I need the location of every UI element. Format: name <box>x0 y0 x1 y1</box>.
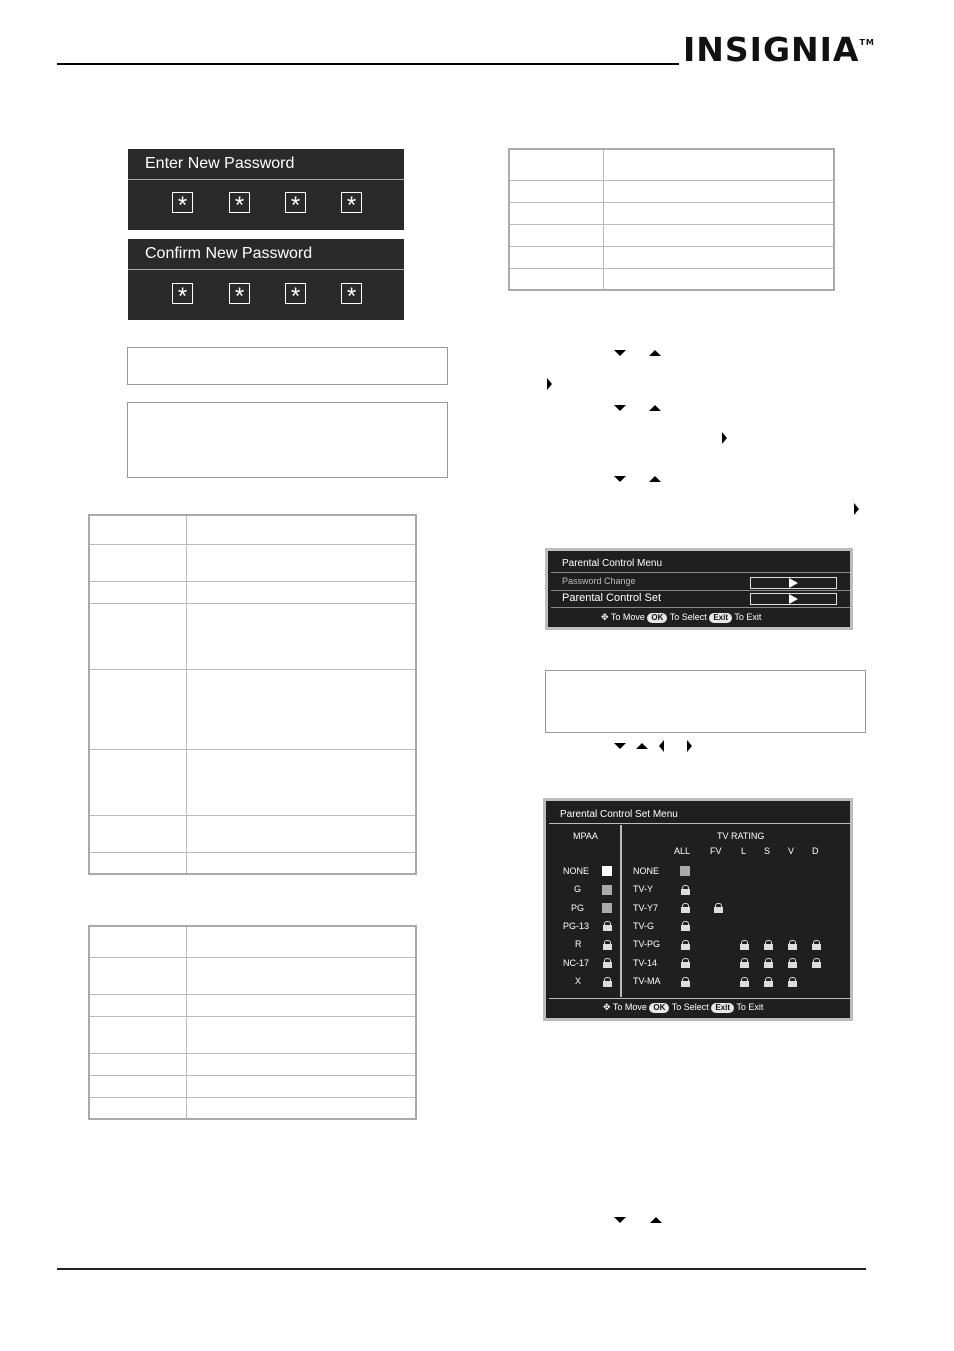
exit-key: Exit <box>709 613 732 623</box>
table-cell <box>604 224 835 246</box>
password-digit-3: * <box>285 192 306 213</box>
table-cell <box>89 815 187 852</box>
table-cell <box>187 581 417 603</box>
table-cell <box>89 515 187 544</box>
table-cell <box>187 1016 417 1053</box>
parental-menu-title: Parental Control Menu <box>562 558 663 569</box>
password-change-arrow[interactable] <box>750 577 837 589</box>
col-l: L <box>741 846 747 856</box>
table-cell <box>89 1016 187 1053</box>
down-arrow-icon <box>614 476 626 482</box>
insignia-logo: INSIGNIA™ <box>683 30 875 69</box>
table-cell <box>89 1097 187 1119</box>
menu-item-password-change[interactable]: Password Change <box>562 576 636 586</box>
table-cell <box>604 246 835 268</box>
note-box <box>127 347 448 385</box>
col-s: S <box>764 846 771 856</box>
tv-pg[interactable]: TV-PG <box>633 939 661 949</box>
lock-icon[interactable] <box>788 977 797 987</box>
mpaa-r[interactable]: R <box>575 939 582 949</box>
unlocked-selected-icon[interactable] <box>602 866 612 876</box>
table-cell <box>187 749 417 815</box>
mpaa-nc17[interactable]: NC-17 <box>563 958 590 968</box>
tv-y7[interactable]: TV-Y7 <box>633 903 659 913</box>
lock-icon[interactable] <box>764 977 773 987</box>
lock-icon[interactable] <box>603 921 612 931</box>
lock-icon[interactable] <box>764 940 773 950</box>
lock-icon[interactable] <box>681 921 690 931</box>
note-box-right <box>545 670 866 733</box>
table-cell <box>509 149 604 180</box>
exit-key: Exit <box>711 1003 734 1013</box>
ok-key: OK <box>647 613 667 623</box>
left-arrow-icon <box>659 740 664 752</box>
divider <box>549 998 850 999</box>
tv-rating-header: TV RATING <box>717 831 765 841</box>
col-all: ALL <box>674 846 691 856</box>
table-cell <box>604 149 835 180</box>
table-cell <box>509 268 604 290</box>
table-cell <box>187 544 417 581</box>
table-cell <box>187 1097 417 1119</box>
table-cell <box>187 669 417 749</box>
table-cell <box>509 180 604 202</box>
content-table <box>508 148 835 291</box>
lock-icon[interactable] <box>812 940 821 950</box>
move-icon: ✥ <box>601 612 609 622</box>
enter-password-dialog <box>128 149 404 230</box>
table-cell <box>89 581 187 603</box>
mpaa-table <box>88 514 417 875</box>
table-cell <box>89 603 187 669</box>
right-arrow-icon <box>547 378 552 390</box>
parental-control-menu <box>545 548 853 630</box>
right-arrow-icon <box>687 740 692 752</box>
divider <box>549 823 850 824</box>
tv-ma[interactable]: TV-MA <box>633 976 661 986</box>
col-fv: FV <box>710 846 722 856</box>
lock-icon[interactable] <box>740 977 749 987</box>
table-cell <box>187 852 417 874</box>
parental-control-set-arrow[interactable] <box>750 593 837 605</box>
mpaa-none[interactable]: NONE <box>563 866 590 876</box>
lock-icon[interactable] <box>740 958 749 968</box>
password-digit-2: * <box>229 192 250 213</box>
parental-control-set-menu <box>543 798 853 1021</box>
mpaa-pg13[interactable]: PG-13 <box>563 921 590 931</box>
tv-none[interactable]: NONE <box>633 866 660 876</box>
down-arrow-icon <box>614 1217 626 1223</box>
tv-g[interactable]: TV-G <box>633 921 655 931</box>
unlocked-icon[interactable] <box>602 885 612 895</box>
header-rule <box>57 63 679 65</box>
table-cell <box>187 926 417 957</box>
lock-icon[interactable] <box>603 977 612 987</box>
right-arrow-icon <box>854 503 859 515</box>
lock-icon[interactable] <box>681 903 690 913</box>
table-cell <box>89 957 187 994</box>
lock-icon[interactable] <box>603 958 612 968</box>
col-d: D <box>812 846 819 856</box>
lock-icon[interactable] <box>764 958 773 968</box>
table-cell <box>187 957 417 994</box>
confirm-digit-1: * <box>172 283 193 304</box>
mpaa-pg[interactable]: PG <box>571 903 585 913</box>
up-arrow-icon <box>650 1217 662 1223</box>
table-cell <box>509 224 604 246</box>
up-arrow-icon <box>649 405 661 411</box>
table-cell <box>89 1075 187 1097</box>
divider <box>551 607 850 608</box>
up-arrow-icon <box>649 350 661 356</box>
lock-icon[interactable] <box>681 977 690 987</box>
footer-rule <box>57 1268 866 1270</box>
table-cell <box>187 1075 417 1097</box>
up-arrow-icon <box>636 743 648 749</box>
lock-icon[interactable] <box>740 940 749 950</box>
confirm-digit-2: * <box>229 283 250 304</box>
confirm-digit-3: * <box>285 283 306 304</box>
confirm-password-digits <box>128 283 404 310</box>
caution-box <box>127 402 448 478</box>
table-cell <box>509 202 604 224</box>
enter-password-title: Enter New Password <box>128 149 404 180</box>
table-cell <box>89 749 187 815</box>
lock-icon[interactable] <box>603 940 612 950</box>
table-cell <box>89 852 187 874</box>
lock-icon[interactable] <box>681 958 690 968</box>
table-cell <box>187 603 417 669</box>
confirm-password-title: Confirm New Password <box>128 239 404 270</box>
lock-icon[interactable] <box>681 885 690 895</box>
password-digit-4: * <box>341 192 362 213</box>
table-cell <box>89 994 187 1016</box>
menu-item-parental-control-set[interactable]: Parental Control Set <box>562 592 662 604</box>
lock-icon[interactable] <box>788 958 797 968</box>
down-arrow-icon <box>614 350 626 356</box>
unlocked-icon[interactable] <box>680 866 690 876</box>
table-cell <box>89 669 187 749</box>
table-cell <box>509 246 604 268</box>
ok-key: OK <box>649 1003 669 1013</box>
unlocked-icon[interactable] <box>602 903 612 913</box>
mpaa-header: MPAA <box>573 831 598 841</box>
set-menu-title: Parental Control Set Menu <box>560 809 678 820</box>
col-v: V <box>788 846 795 856</box>
table-cell <box>187 515 417 544</box>
tv-14[interactable]: TV-14 <box>633 958 658 968</box>
move-icon: ✥ <box>603 1002 611 1012</box>
table-cell <box>89 1053 187 1075</box>
lock-icon[interactable] <box>788 940 797 950</box>
table-cell <box>89 926 187 957</box>
menu-footer: ✥ To Move OK To Select Exit To Exit <box>601 612 762 622</box>
tv-y[interactable]: TV-Y <box>633 884 654 894</box>
lock-icon[interactable] <box>812 958 821 968</box>
table-cell <box>604 268 835 290</box>
right-arrow-icon <box>722 432 727 444</box>
table-cell <box>89 544 187 581</box>
table-cell <box>187 994 417 1016</box>
lock-icon[interactable] <box>714 903 723 913</box>
table-cell <box>604 180 835 202</box>
up-arrow-icon <box>649 476 661 482</box>
mpaa-g[interactable]: G <box>574 884 582 894</box>
mpaa-x[interactable]: X <box>575 976 582 986</box>
password-digit-1: * <box>172 192 193 213</box>
divider <box>551 572 850 573</box>
column-divider <box>620 825 622 997</box>
divider <box>551 590 850 591</box>
table-cell <box>187 815 417 852</box>
tv-rating-table <box>88 925 417 1120</box>
down-arrow-icon <box>614 405 626 411</box>
password-digits <box>128 192 404 219</box>
lock-icon[interactable] <box>681 940 690 950</box>
table-cell <box>187 1053 417 1075</box>
down-arrow-icon <box>614 743 626 749</box>
confirm-digit-4: * <box>341 283 362 304</box>
table-cell <box>604 202 835 224</box>
confirm-password-dialog <box>128 239 404 320</box>
set-menu-footer: ✥ To Move OK To Select Exit To Exit <box>603 1002 764 1012</box>
